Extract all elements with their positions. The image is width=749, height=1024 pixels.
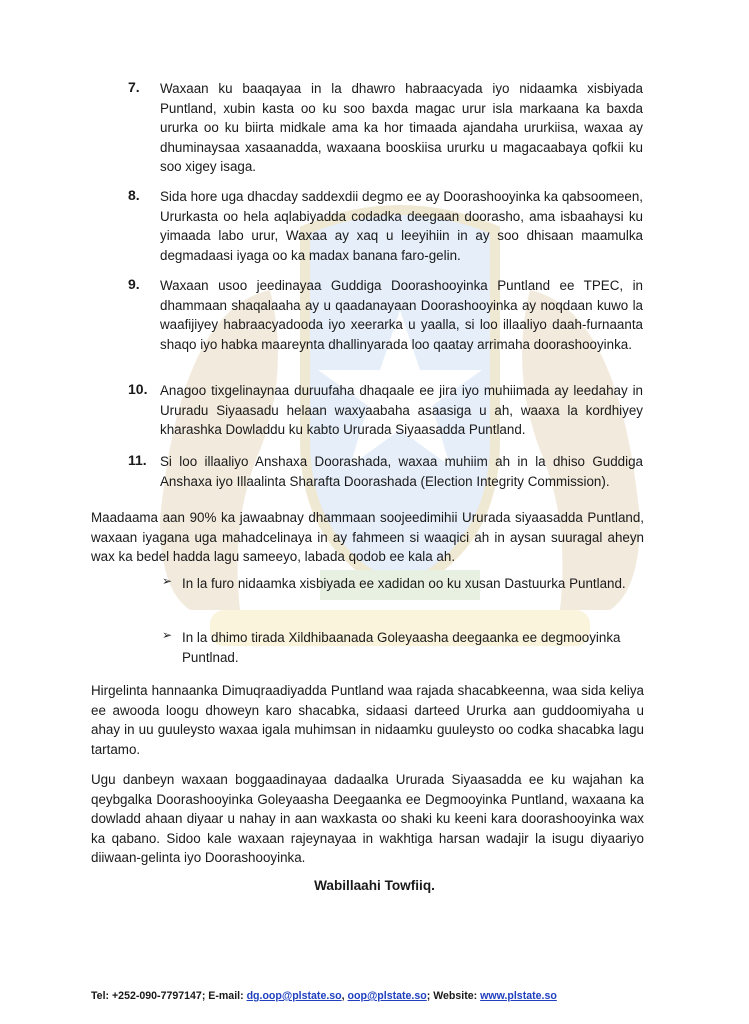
- phone-label: Tel: +252-090-7797147; E-mail:: [91, 990, 247, 1002]
- website-link[interactable]: www.plstate.so: [480, 990, 557, 1002]
- email-separator: ,: [341, 990, 348, 1002]
- bullet-text: In la dhimo tirada Xildhibaanada Goleyaasha deegaanka ee degmooyinka Puntlnad.: [182, 630, 621, 665]
- item-text: Waxaan usoo jeedinayaa Guddiga Doorashooyinka Puntland ee TPEC, in dhammaan shaqalaaha ay u qaadanayaan Doorashooyinka ay noqdaan kuwo la waafijiyey habraacyadooda iyo xeerarka u yaalla, si loo illaaliyo daah-furnaanta shaqo iyo habka maareynta dhallinyarada loo qaatay arrimaha doorashooyinka.: [160, 278, 643, 352]
- item-number: 10.: [128, 381, 148, 397]
- body-paragraph: Maadaama aan 90% ka jawaabnay dhammaan soojeedimihii Ururada siyaasadda Puntland, waxaan iyagana uga mahadcelinaya in ay fahmeen si waaqici ah in aysan suuragal aheyn wax ka bedel hadda lagu sameeyo, labada qodob ee kala ah.: [91, 510, 644, 565]
- email-link-oop[interactable]: oop@plstate.so: [347, 990, 427, 1002]
- contact-footer: [91, 990, 557, 1002]
- item-number: 7.: [128, 79, 140, 95]
- body-paragraph: Hirgelinta hannaanka Dimuqraadiyadda Puntland waa rajada shacabkeenna, waa sida keliya ee awooda loogu dhoweyn karo shacabka, sidaasi darteed Ururka aan guddoomiyaha u ahay in uu guuleysto waxaa igala muhimsan in nidaamku guuleysto oo codka shacabka lagu tartamo.: [91, 683, 644, 757]
- body-paragraph: Ugu danbeyn waxaan boggaadinayaa dadaalka Ururada Siyaasadda ee ku wajahan ka qeybgalka Doorashooyinka Goleyaasha Deegaanka ee Degmooyinka Puntland, waxaana ka dowladd ahaan diyaar u nahay in aan waxkasta oo shaki ku keeni kara doorashooyinka wax ka qabano. Sidoo kale waxaan rajeynayaa in wakhtiga harsan wadajir la isugu diyaariyo diiwaan-gelinta iyo Doorashooyinka.: [91, 772, 644, 866]
- item-number: 8.: [128, 187, 140, 203]
- item-text: Sida hore uga dhacday saddexdii degmo ee ay Doorashooyinka ka qabsoomeen, Ururkasta oo hela aqlabiyadda codadka deegaan doorasho, ama isbaahaysi ku yimaada labo urur, Waxaa ay xaq u leeyihiin in ay soo dhisaan maamulka degmadaasi iyaga oo ka madax banana faro-gelin.: [160, 189, 643, 263]
- bullet-text: In la furo nidaamka xisbiyada ee xadidan oo ku xusan Dastuurka Puntland.: [182, 576, 626, 591]
- arrow-bullet-icon: ➢: [162, 574, 173, 588]
- item-number: 9.: [128, 276, 140, 292]
- item-text: Anagoo tixgelinaynaa duruufaha dhaqaale ee jira iyo muhiimada ay leedahay in Ururadu Siyaasadu helaan waxyaabaha asaasiga u ah, waaxa la kordhiyey kharashka Dowladdu ku kabto Ururada Siyaasadda Puntland.: [160, 383, 643, 438]
- website-label: ; Website:: [426, 990, 481, 1002]
- arrow-bullet-icon: ➢: [162, 628, 173, 642]
- closing-line: Wabillaahi Towfiiq.: [314, 878, 435, 893]
- item-text: Si loo illaaliyo Anshaxa Doorashada, waxaa muhiim ah in la dhiso Guddiga Anshaxa iyo Illaalinta Sharafta Doorashada (Election Integrity Commission).: [160, 454, 643, 489]
- item-text: Waxaan ku baaqayaa in la dhawro habraacyada iyo nidaamka xisbiyada Puntland, xubin kasta oo ku soo baxda magac urur isla markaana ka baxda ururka oo ku biirta midkale ama ka hor timaada ajandaha ururkiisa, waxaa ay dhuminaysaa xasaanadda, waxaana booskiisa ururku u magacaabaya qofkii ku soo xigey isaga.: [160, 81, 643, 175]
- item-number: 11.: [128, 452, 147, 468]
- email-link-dg[interactable]: dg.oop@plstate.so: [246, 990, 342, 1002]
